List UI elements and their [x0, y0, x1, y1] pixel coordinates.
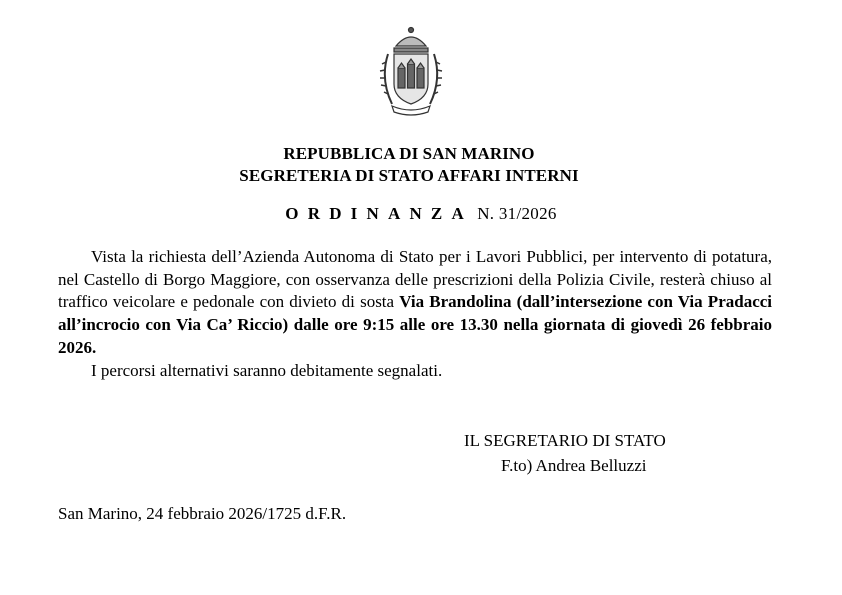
signatory-name: F.to) Andrea Belluzzi: [501, 456, 647, 475]
secretariat-heading: SEGRETERIA DI STATO AFFARI INTERNI: [239, 166, 579, 185]
body-paragraph-1: [58, 246, 772, 360]
ordinance-label: ORDINANZA: [285, 204, 473, 223]
place-date: San Marino, 24 febbraio 2026/1725 d.F.R.: [58, 504, 347, 523]
signatory-title: IL SEGRETARIO DI STATO: [464, 431, 666, 450]
ordinance-number: N. 31/2026: [477, 204, 557, 223]
body-paragraph-1-bold: Via Brandolina (dall’intersezione con Via Pradacci all’incrocio con Via Ca’ Riccio) dalle ore 9:15 alle ore 13.30 nella giornata di giovedì 26 febbraio 2026.: [58, 292, 773, 357]
ordinance-title: [0, 204, 842, 224]
republic-heading: REPUBBLICA DI SAN MARINO: [283, 144, 535, 163]
body-paragraph-2: I percorsi alternativi saranno debitamente segnalati.: [91, 360, 443, 380]
coat-of-arms-icon: [378, 24, 444, 116]
body-paragraph-1-text: Vista la richiesta dell’Azienda Autonoma di Stato per i Lavori Pubblici, per intervento di potatura, nel Castello di Borgo Maggiore, con osservanza delle prescrizioni della Polizia Civile, resterà chiuso al traffico veicolare e pedonale con divieto di sosta: [58, 247, 772, 312]
ordinance-body: [58, 246, 772, 382]
